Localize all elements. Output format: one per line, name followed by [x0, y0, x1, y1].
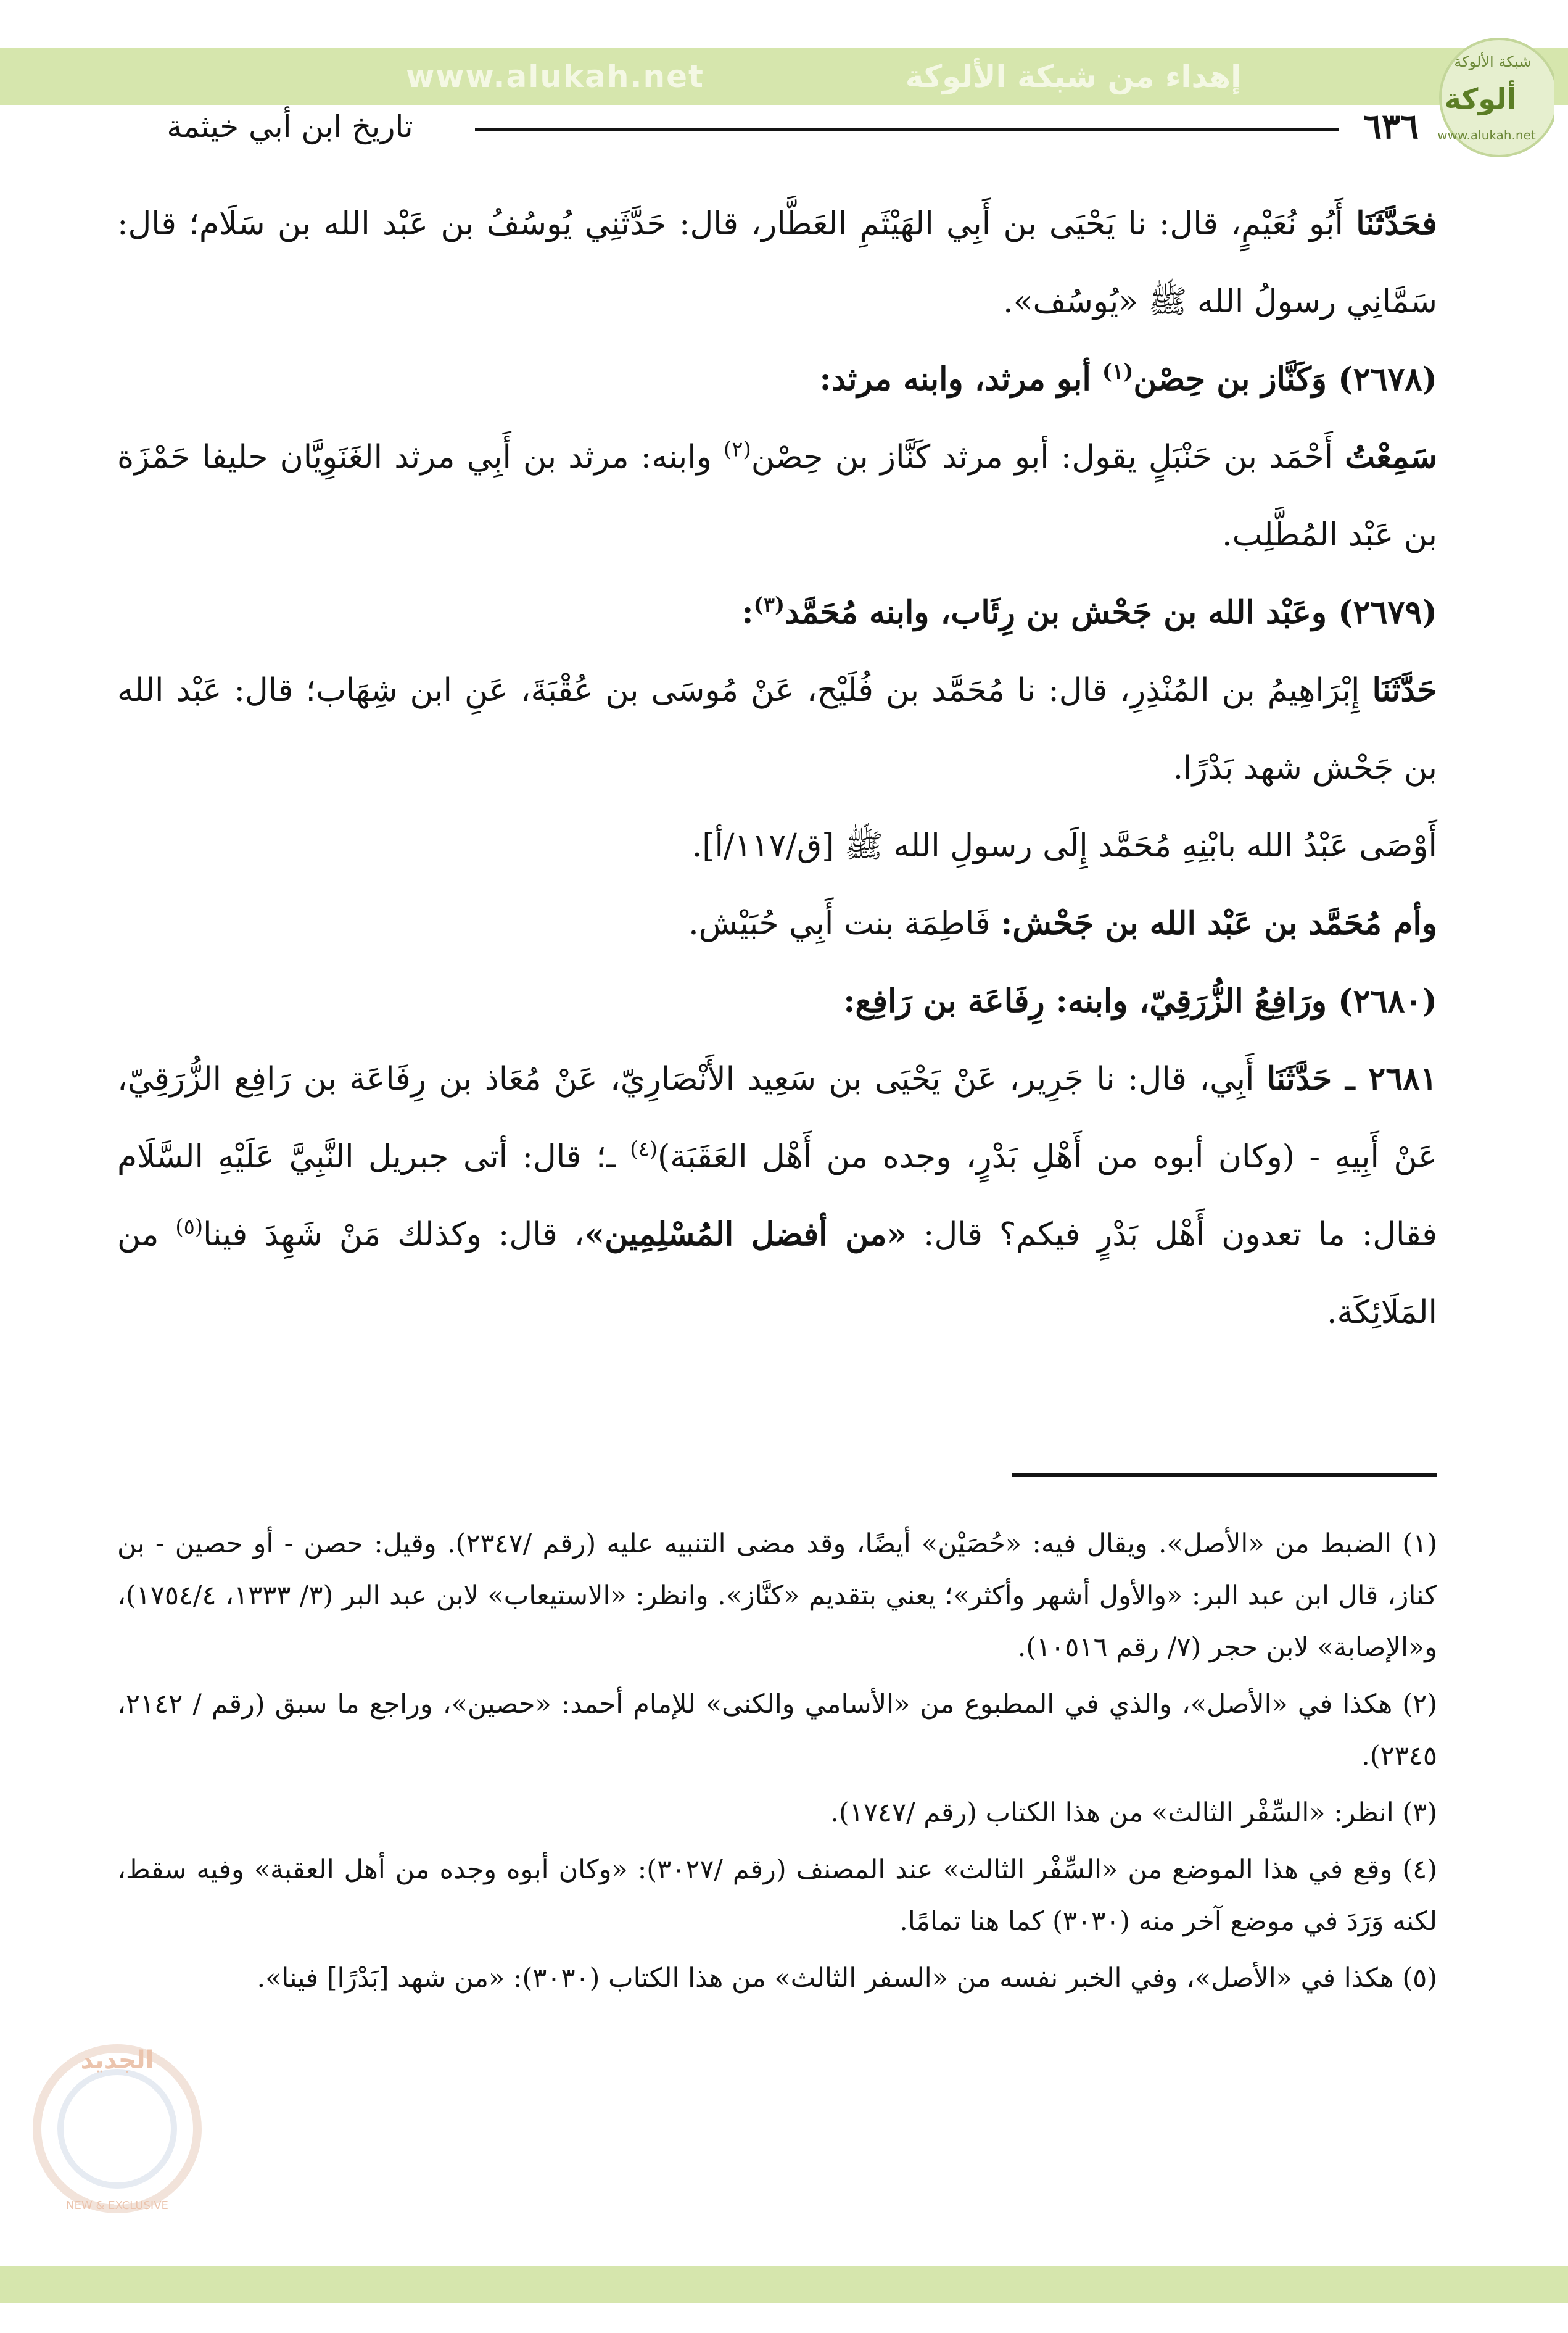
narration-lead: حَدَّثَنَا — [1372, 671, 1437, 709]
footnote-ref-4[interactable]: (٤) — [630, 1137, 658, 1162]
running-title: تاريخ ابن أبي خيثمة — [167, 109, 413, 144]
header-rule — [475, 128, 1339, 131]
narration-lead: ٢٦٨١ ـ حَدَّثَنَا — [1266, 1060, 1437, 1098]
footnote-4: (٤) وقع في هذا الموضع من «السِّفْر الثالث» عند المصنف (رقم /٣٠٢٧): «وكان أبوه وجده من أهل العقبة» وفيه سقط، لكنه وَرَدَ في موضع آخر منه (٣٠٣٠) كما هنا تمامًا. — [117, 1854, 1438, 1937]
narration-lead: فحَدَّثَنَا — [1356, 205, 1437, 242]
page-number: ٦٣٦ — [1363, 106, 1419, 147]
paragraph-2: سَمِعْتُ أَحْمَد بن حَنْبَلٍ يقول: أبو مرثد كَنَّاز بن حِصْن$^{(٢)}$ وابنه: مرثد بن أَبِي مرثد الغَنَوِيَّان حليفا حَمْزَة بن عَبْد المُطَّلِب. — [117, 437, 1438, 553]
entry-heading-2679: (٢٦٧٩) وعَبْد الله بن جَحْش بن رِئَاب، وابنه مُحَمَّد$^{(٣)}$: — [741, 592, 1437, 631]
footnote-2: (٢) هكذا في «الأصل»، والذي في المطبوع من «الأسامي والكنى» للإمام أحمد: «حصين»، وراجع ما سبق (رقم / ٢١٤٢، ٢٣٤٥). — [117, 1689, 1437, 1772]
page-header — [117, 99, 1437, 154]
hadith-quote: «من أفضل المُسْلِمِين» — [584, 1216, 907, 1253]
footnote-ref-5[interactable]: (٥) — [175, 1214, 204, 1240]
paragraph-3: حَدَّثَنَا إِبْرَاهِيمُ بن المُنْذِرِ، قال: نا مُحَمَّد بن فُلَيْح، عَنْ مُوسَى بن عُقْبَةَ، عَنِ ابن شِهَاب؛ قال: عَبْد الله بن جَحْش شهد بَدْرًا. — [117, 671, 1437, 787]
narration-lead: وأم مُحَمَّد بن عَبْد الله بن جَحْش: — [1001, 905, 1437, 942]
footnote-ref-3[interactable]: (٣) — [753, 592, 785, 618]
logo-small-text: شبكة الألوكة — [1454, 53, 1532, 70]
footnote-3: (٣) انظر: «السِّفْر الثالث» من هذا الكتاب (رقم /١٧٤٧). — [830, 1797, 1437, 1828]
main-text — [117, 185, 1437, 1351]
footnote-separator — [1012, 1473, 1437, 1477]
paragraph-text: أَبُو نُعَيْمٍ، قال: نا يَحْيَى بن أَبِي الهَيْثَمِ العَطَّار، قال: حَدَّثَنِي يُوسُفُ بن عَبْد الله بن سَلَام؛ قال: سَمَّانِي رسولُ الله ﷺ «يُوسُف». — [117, 205, 1437, 320]
watermark-sub: NEW & EXCLUSIVE — [66, 2199, 168, 2212]
paragraph-1 — [117, 185, 1437, 341]
logo-url: www.alukah.net — [1437, 128, 1536, 143]
paragraph-4: أَوْصَى عَبْدُ الله بابْنِهِ مُحَمَّد إِلَى رسولِ الله ﷺ [ق/١١٧/أ]. — [691, 827, 1437, 864]
banner-url: www.alukah.net — [406, 59, 704, 94]
footnote-5: (٥) هكذا في «الأصل»، وفي الخبر نفسه من «السفر الثالث» من هذا الكتاب (٣٠٣٠): «من شهد [بَدْرًا] فينا». — [257, 1963, 1437, 1994]
watermark-logo-icon — [19, 2024, 216, 2227]
svg-text:ألوكة: ألوكة — [1444, 82, 1517, 115]
entry-heading-2680: (٢٦٨٠) ورَافِعُ الزُّرَقِيّ، وابنه: رِفَاعَة بن رَافِع: — [843, 982, 1437, 1020]
entry-heading-2678: (٢٦٧٨) وَكَنَّاز بن حِصْن$^{(١)}$ أبو مرثد، وابنه مرثد: — [819, 359, 1437, 398]
paragraph-6: ٢٦٨١ ـ حَدَّثَنَا أَبِي، قال: نا جَرِير، عَنْ يَحْيَى بن سَعِيد الأَنْصَارِيّ، عَنْ مُعَاذ بن رِفَاعَة بن رَافِع الزُّرَقِيّ، عَنْ أَبِيهِ - (وكان أبوه من أَهْلِ بَدْرٍ، وجده من أَهْل العَقَبَة)$^{(٤)}$ ـ؛ قال: أتى جبريل النَّبِيَّ عَلَيْهِ السَّلَام فقال: ما تعدون أَهْل بَدْرٍ فيكم؟ قال: «من أفضل المُسْلِمِين»، قال: وكذلك مَنْ شَهِدَ فينا$^{(٥)}$ من المَلَائِكَة. — [117, 1060, 1438, 1331]
watermark-text: الجديد — [80, 2046, 154, 2074]
paragraph-5: وأم مُحَمَّد بن عَبْد الله بن جَحْش: فَاطِمَة بنت أَبِي حُبَيْش. — [688, 905, 1437, 942]
footnotes — [117, 1518, 1437, 2009]
footnote-1: (١) الضبط من «الأصل». ويقال فيه: «حُصَيْن» أيضًا، وقد مضى التنبيه عليه (رقم /٢٣٤٧). وقيل: حصن - أو حصين - بن كناز، قال ابن عبد البر: «والأول أشهر وأكثر»؛ يعني بتقديم «كنَّاز». وانظر: «الاستيعاب» لابن عبد البر (٣/ ١٣٣٣، ١٧٥٤/٤)، و«الإصابة» لابن حجر (٧/ رقم ١٠٥١٦). — [117, 1528, 1438, 1663]
banner-gift-text: إهداء من شبكة الألوكة — [905, 59, 1242, 94]
footnote-ref-2[interactable]: (٢) — [723, 437, 751, 462]
bottom-banner — [0, 2266, 1568, 2303]
narration-lead: سَمِعْتُ — [1345, 438, 1438, 476]
footnote-ref-1[interactable]: (١) — [1102, 359, 1134, 384]
